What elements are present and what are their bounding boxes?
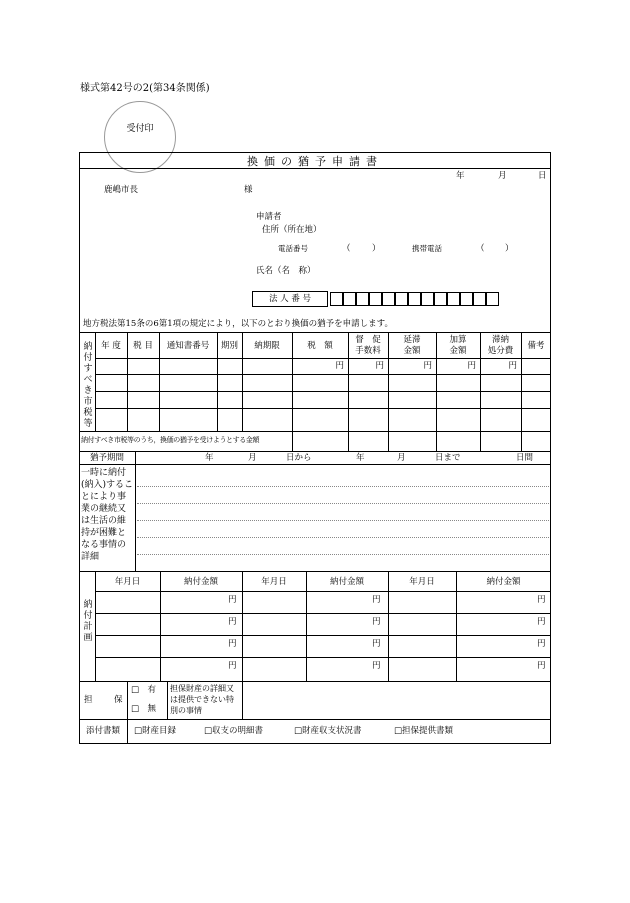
header-delay-2: 金額 [403, 346, 421, 356]
attachment-item[interactable]: □財産目録 [134, 726, 177, 736]
header-fee-2: 手数料 [355, 346, 381, 356]
plan-yen-label: 円 [372, 661, 381, 671]
attachment-item[interactable]: □担保提供書類 [394, 726, 454, 736]
header-year: 年 度 [101, 341, 121, 351]
plan-yen-label: 円 [372, 595, 381, 605]
plan-date-header-2: 年月日 [261, 577, 287, 587]
grace-until: 日まで [435, 453, 461, 463]
date-month: 月 [498, 171, 507, 181]
collateral-yes[interactable]: □ 有 [131, 685, 157, 695]
header-notice: 通知書番号 [166, 341, 210, 351]
corp-number-cell[interactable] [356, 292, 369, 306]
applicant-name: 氏名（名 称） [256, 266, 316, 276]
date-year: 年 [456, 171, 465, 181]
plan-amount-header-2: 納付金額 [329, 577, 364, 587]
collateral-detail-label: 担保財産の詳細又は提供できない特別の事情 [170, 684, 234, 715]
form-number: 様式第42号の2(第34条関係) [80, 83, 210, 94]
header-deadline: 納期限 [254, 341, 280, 351]
yen-arrears: 円 [508, 361, 517, 371]
plan-yen-label: 円 [228, 617, 237, 627]
plan-yen-label: 円 [537, 661, 546, 671]
header-item: 税 目 [133, 341, 153, 351]
addressee-honorific: 様 [244, 185, 253, 195]
header-fee-1: 督 促 [355, 335, 381, 345]
header-amount: 税 額 [307, 341, 333, 351]
corp-number-cell[interactable] [330, 292, 343, 306]
mobile-paren-close: ） [505, 244, 514, 254]
plan-side-label: 納付計画 [83, 600, 93, 643]
header-arrears-1: 滞納 [491, 335, 509, 345]
collateral-no[interactable]: □ 無 [131, 704, 157, 714]
header-note: 備考 [527, 341, 545, 351]
attachment-item[interactable]: □財産収支状況書 [294, 726, 362, 736]
yen-delay: 円 [423, 361, 432, 371]
yen-amount: 円 [335, 361, 344, 371]
header-arrears-2: 処分費 [487, 346, 514, 356]
corp-number-cell[interactable] [434, 292, 447, 306]
phone-paren-open: （ [342, 244, 351, 254]
plan-yen-label: 円 [372, 639, 381, 649]
applicant-address: 住所（所在地） [262, 225, 322, 235]
plan-yen-label: 円 [537, 617, 546, 627]
phone-paren-close: ） [372, 244, 381, 254]
corp-number-cell[interactable] [447, 292, 460, 306]
collateral-label-2: 保 [114, 695, 123, 705]
plan-date-header-1: 年月日 [114, 577, 141, 587]
corp-number-cell[interactable] [382, 292, 395, 306]
grace-year-2: 年 [356, 453, 365, 463]
collateral-label-1: 担 [84, 695, 93, 705]
attachments-label: 添付書類 [85, 726, 120, 736]
corp-number-cell[interactable] [486, 292, 499, 306]
grace-label: 猶予期間 [89, 453, 124, 463]
addressee-name: 鹿嶋市長 [104, 185, 139, 195]
corp-number-cell[interactable] [473, 292, 486, 306]
header-period: 期別 [220, 341, 238, 351]
applicant-phone: 電話番号 [278, 244, 308, 253]
corp-number-cell[interactable] [421, 292, 434, 306]
form-title: 換価の猶予申請書 [247, 155, 383, 168]
plan-amount-header-3: 納付金額 [486, 577, 521, 587]
plan-yen-label: 円 [228, 661, 237, 671]
yen-fee: 円 [375, 361, 384, 371]
tax-side-label: 納付すべき市税等 [83, 342, 93, 429]
header-delay-1: 延滞 [403, 335, 421, 345]
header-extra-2: 金額 [449, 346, 467, 356]
grace-year-1: 年 [205, 453, 214, 463]
attachment-item[interactable]: □収支の明細書 [204, 726, 264, 736]
corp-number-cell[interactable] [395, 292, 408, 306]
reception-stamp-label: 受付印 [126, 124, 154, 134]
grace-month-1: 月 [248, 453, 257, 463]
corp-number-cell[interactable] [343, 292, 356, 306]
plan-date-header-3: 年月日 [409, 577, 435, 587]
plan-amount-header-1: 納付金額 [183, 577, 218, 587]
corp-number-cell[interactable] [460, 292, 473, 306]
header-extra-1: 加算 [449, 335, 467, 345]
difficulty-label: 一時に納付(納入)することにより事業の継続又は生活の維持が困難となる事情の詳細 [81, 468, 134, 562]
plan-yen-label: 円 [537, 595, 546, 605]
corp-number-label: 法 人 番 号 [268, 294, 312, 304]
yen-extra: 円 [467, 361, 476, 371]
date-day: 日 [538, 171, 547, 181]
applicant-label: 申請者 [256, 212, 282, 222]
plan-yen-label: 円 [537, 639, 546, 649]
total-label: 納付すべき市税等のうち，換価の猶予を受けようとする金額 [81, 436, 260, 444]
statement: 地方税法第15条の6第1項の規定により，以下のとおり換価の猶予を申請します。 [83, 319, 393, 329]
grace-month-2: 月 [397, 453, 406, 463]
applicant-mobile: 携帯電話 [412, 244, 442, 253]
plan-yen-label: 円 [228, 639, 237, 649]
plan-yen-label: 円 [372, 617, 381, 627]
corp-number-cell[interactable] [369, 292, 382, 306]
corp-number-cell[interactable] [408, 292, 421, 306]
grace-days: 日間 [516, 453, 534, 463]
plan-yen-label: 円 [228, 595, 237, 605]
mobile-paren-open: （ [476, 244, 485, 254]
grace-from: 日から [286, 453, 312, 463]
